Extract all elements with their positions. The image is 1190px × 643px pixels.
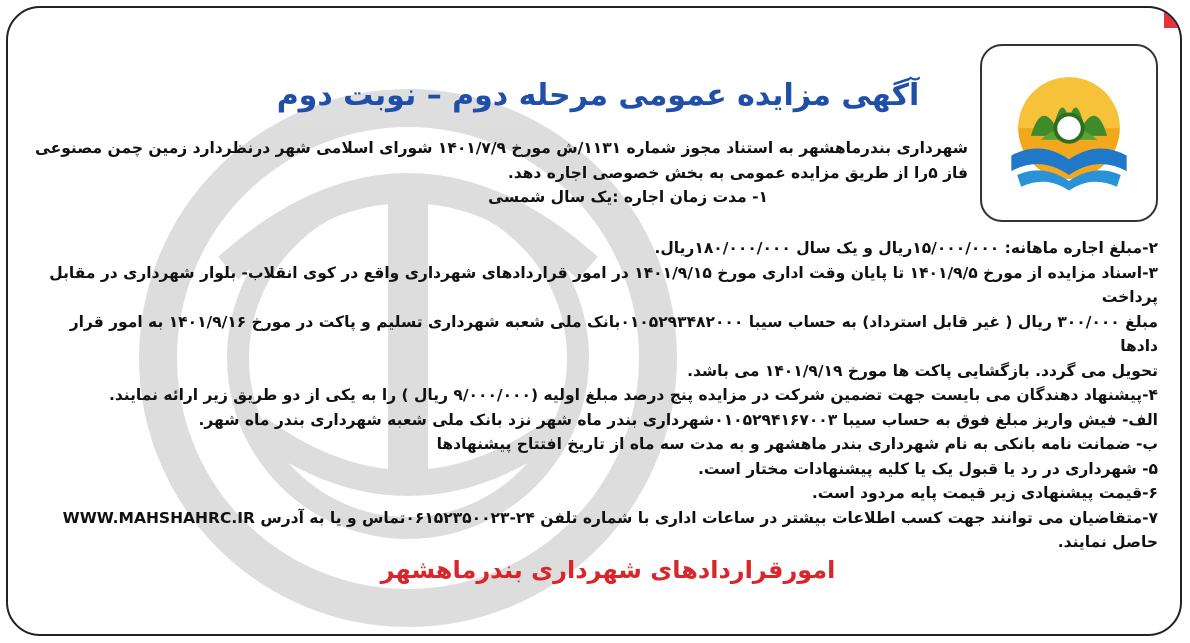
guarantee-item: ۴-پیشنهاد دهندگان می بایست جهت تضمین شرکت در مزایده پنج درصد مبلغ اولیه (۹/۰۰۰/۰۰۰ ریال ) را به یکی از دو طریق زیر ارائه نمایند. — [108, 386, 1158, 404]
website-link[interactable]: WWW.MAHSHAHRC.IR — [62, 508, 255, 527]
monthly-rent-item: ۲-مبلغ اجاره ماهانه: ۱۵/۰۰۰/۰۰۰ریال و یک سال ۱۸۰/۰۰۰/۰۰۰ریال. — [654, 239, 1158, 257]
contact-text: ۷-متقاضیان می توانند جهت کسب اطلاعات بیشتر در ساعات اداری با شماره تلفن ۲۴-۰۶۱۵۲۳۵۰۰۲۳تماس و یا به آدرس — [260, 508, 1158, 527]
intro-line: فاز ۵را از طریق مزایده عمومی به بخش خصوصی اجاره دهد. — [507, 163, 968, 182]
municipality-logo — [980, 44, 1158, 222]
documents-item-line: مبلغ ۳۰۰/۰۰۰ ریال ( غیر قابل استرداد) به حساب سیبا ۰۱۰۵۲۹۳۴۸۲۰۰۰بانک ملی شعبه شهرداری تسلیم و پاکت در مورخ ۱۴۰۱/۹/۱۶ به امور قرار دادها — [69, 312, 1158, 355]
lease-duration: ۱- مدت زمان اجاره :یک سال شمسی — [488, 188, 768, 206]
rejection-right-item: ۵- شهرداری در رد یا قبول یک یا کلیه پیشنهادات مختار است. — [697, 459, 1158, 478]
intro-section — [28, 136, 968, 210]
municipality-emblem-icon — [982, 46, 1156, 220]
guarantee-option-a: الف- فیش واریز مبلغ فوق به حساب سیبا ۰۱۰۵۲۹۴۱۶۷۰۰۳شهرداری بندر ماه شهر نزد بانک ملی شعبه شهرداری بندر ماه شهر. — [198, 410, 1158, 429]
intro-line: شهرداری بندرماهشهر به استناد مجوز شماره ۱۱۳۱/ش مورخ ۱۴۰۱/۷/۹ شورای اسلامی شهر درنظردارد زمین چمن مصنوعی — [34, 139, 968, 157]
base-price-item: ۶-قیمت پیشنهادی زیر قیمت پایه مردود است. — [811, 484, 1158, 502]
corner-mark — [1164, 8, 1180, 28]
guarantee-option-b: ب- ضمانت نامه بانکی به نام شهرداری بندر ماهشهر و به مدت سه ماه از تاریخ افتتاح پیشنهادها — [436, 435, 1158, 453]
documents-item-line: تحویل می گردد. بازگشایی پاکت ها مورخ ۱۴۰۱/۹/۱۹ می باشد. — [687, 361, 1158, 380]
signature: امورقراردادهای شهرداری بندرماهشهر — [380, 556, 836, 584]
page-title: آگهی مزایده عمومی مرحله دوم – نوبت دوم — [276, 78, 920, 113]
contact-item-end: حاصل نمایند. — [1057, 533, 1158, 551]
notice-frame — [6, 6, 1182, 636]
terms-section — [30, 236, 1158, 555]
documents-item-line: ۳-اسناد مزایده از مورخ ۱۴۰۱/۹/۵ تا پایان وقت اداری مورخ ۱۴۰۱/۹/۱۵ در امور قراردادهای شهرداری واقع در کوی انقلاب- بلوار شهرداری در مقابل پرداخت — [49, 263, 1158, 306]
contact-item — [30, 506, 1158, 531]
